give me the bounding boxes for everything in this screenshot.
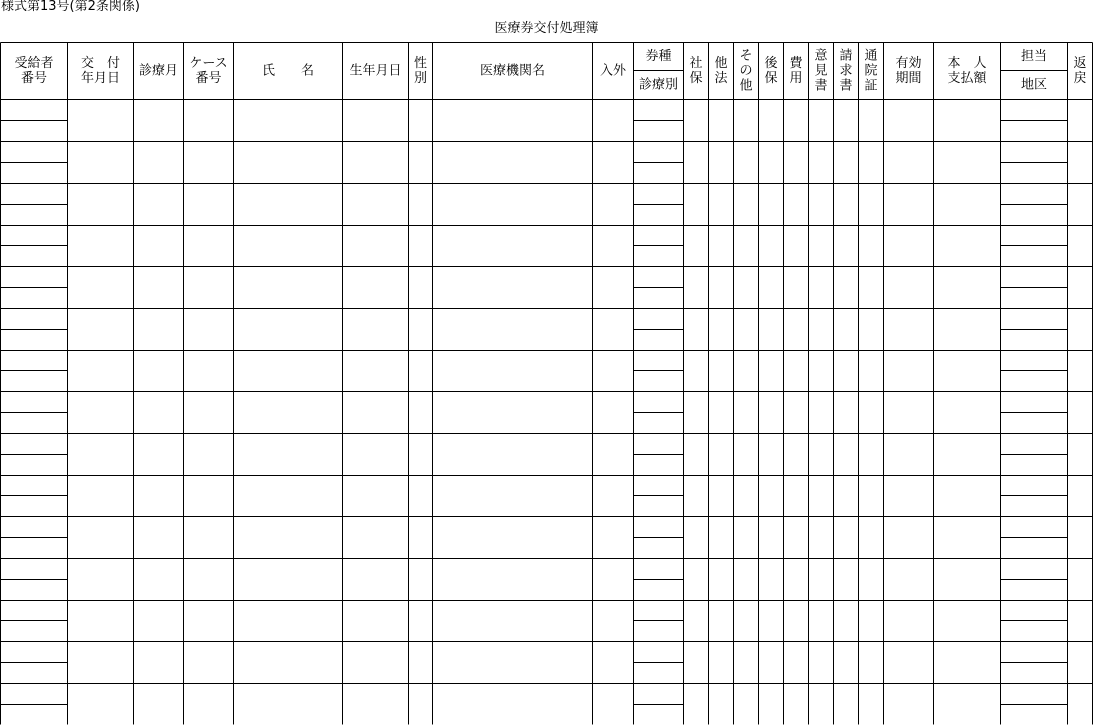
header-other-line2: の (739, 63, 753, 79)
header-staff: 担当 (1020, 49, 1048, 64)
header-other-law-line1: 他 (714, 56, 728, 71)
header-ticket-type-sub: 診療別 (638, 77, 679, 93)
header-claim-line1: 請 (839, 48, 853, 64)
header-commute-cert-line2: 院 (864, 63, 878, 79)
header-opinion-line2: 見 (814, 63, 828, 79)
header-staff-sub: 地区 (1020, 77, 1048, 93)
header-returned-line1: 返 (1073, 56, 1087, 71)
header-other-line1: そ (739, 48, 753, 64)
header-name: 氏 名 (261, 63, 315, 79)
page-title: 医療券交付処理簿 (494, 21, 599, 36)
header-commute-cert-line1: 通 (864, 48, 878, 64)
header-late-elderly-line1: 後 (764, 56, 778, 71)
header-other-law-line2: 法 (714, 71, 728, 86)
header-claim-line2: 求 (839, 63, 853, 79)
header-late-elderly-line2: 保 (764, 71, 778, 86)
header-treatment-month: 診療月 (138, 63, 179, 79)
header-birth-date: 生年月日 (349, 63, 402, 79)
header-expense-line1: 費 (789, 56, 803, 71)
header-ticket-type: 券種 (645, 49, 672, 64)
header-social-ins-line2: 保 (689, 71, 703, 86)
header-claim-line3: 書 (839, 78, 853, 94)
header-case-no-line1: ケース (189, 56, 228, 71)
header-institution: 医療機関名 (479, 63, 546, 79)
header-validity-line1: 有効 (895, 56, 922, 71)
header-recipient-no-line1: 受給者 (14, 56, 54, 71)
header-other-line3: 他 (739, 78, 753, 94)
header-case-no-line2: 番号 (195, 71, 222, 86)
header-recipient-no-line2: 番号 (20, 71, 48, 86)
header-opinion-line3: 書 (814, 78, 828, 94)
header-commute-cert-line3: 証 (864, 78, 878, 94)
header-returned-line2: 戻 (1073, 71, 1087, 86)
header-issue-date-line1: 交 付 (80, 56, 121, 71)
header-sex-line2: 別 (413, 71, 428, 86)
header-validity-line2: 期間 (895, 71, 922, 86)
header-self-pay-line2: 支払額 (947, 71, 987, 86)
form-number: 様式第13号(第2条関係) (1, 0, 140, 14)
header-expense-line2: 用 (789, 71, 803, 86)
header-opinion-line1: 意 (814, 48, 828, 64)
header-in-out: 入外 (599, 63, 627, 79)
header-sex-line1: 性 (413, 56, 428, 71)
header-self-pay-line1: 本 人 (947, 56, 987, 71)
header-social-ins-line1: 社 (689, 56, 703, 71)
header-issue-date-line2: 年月日 (80, 71, 121, 86)
